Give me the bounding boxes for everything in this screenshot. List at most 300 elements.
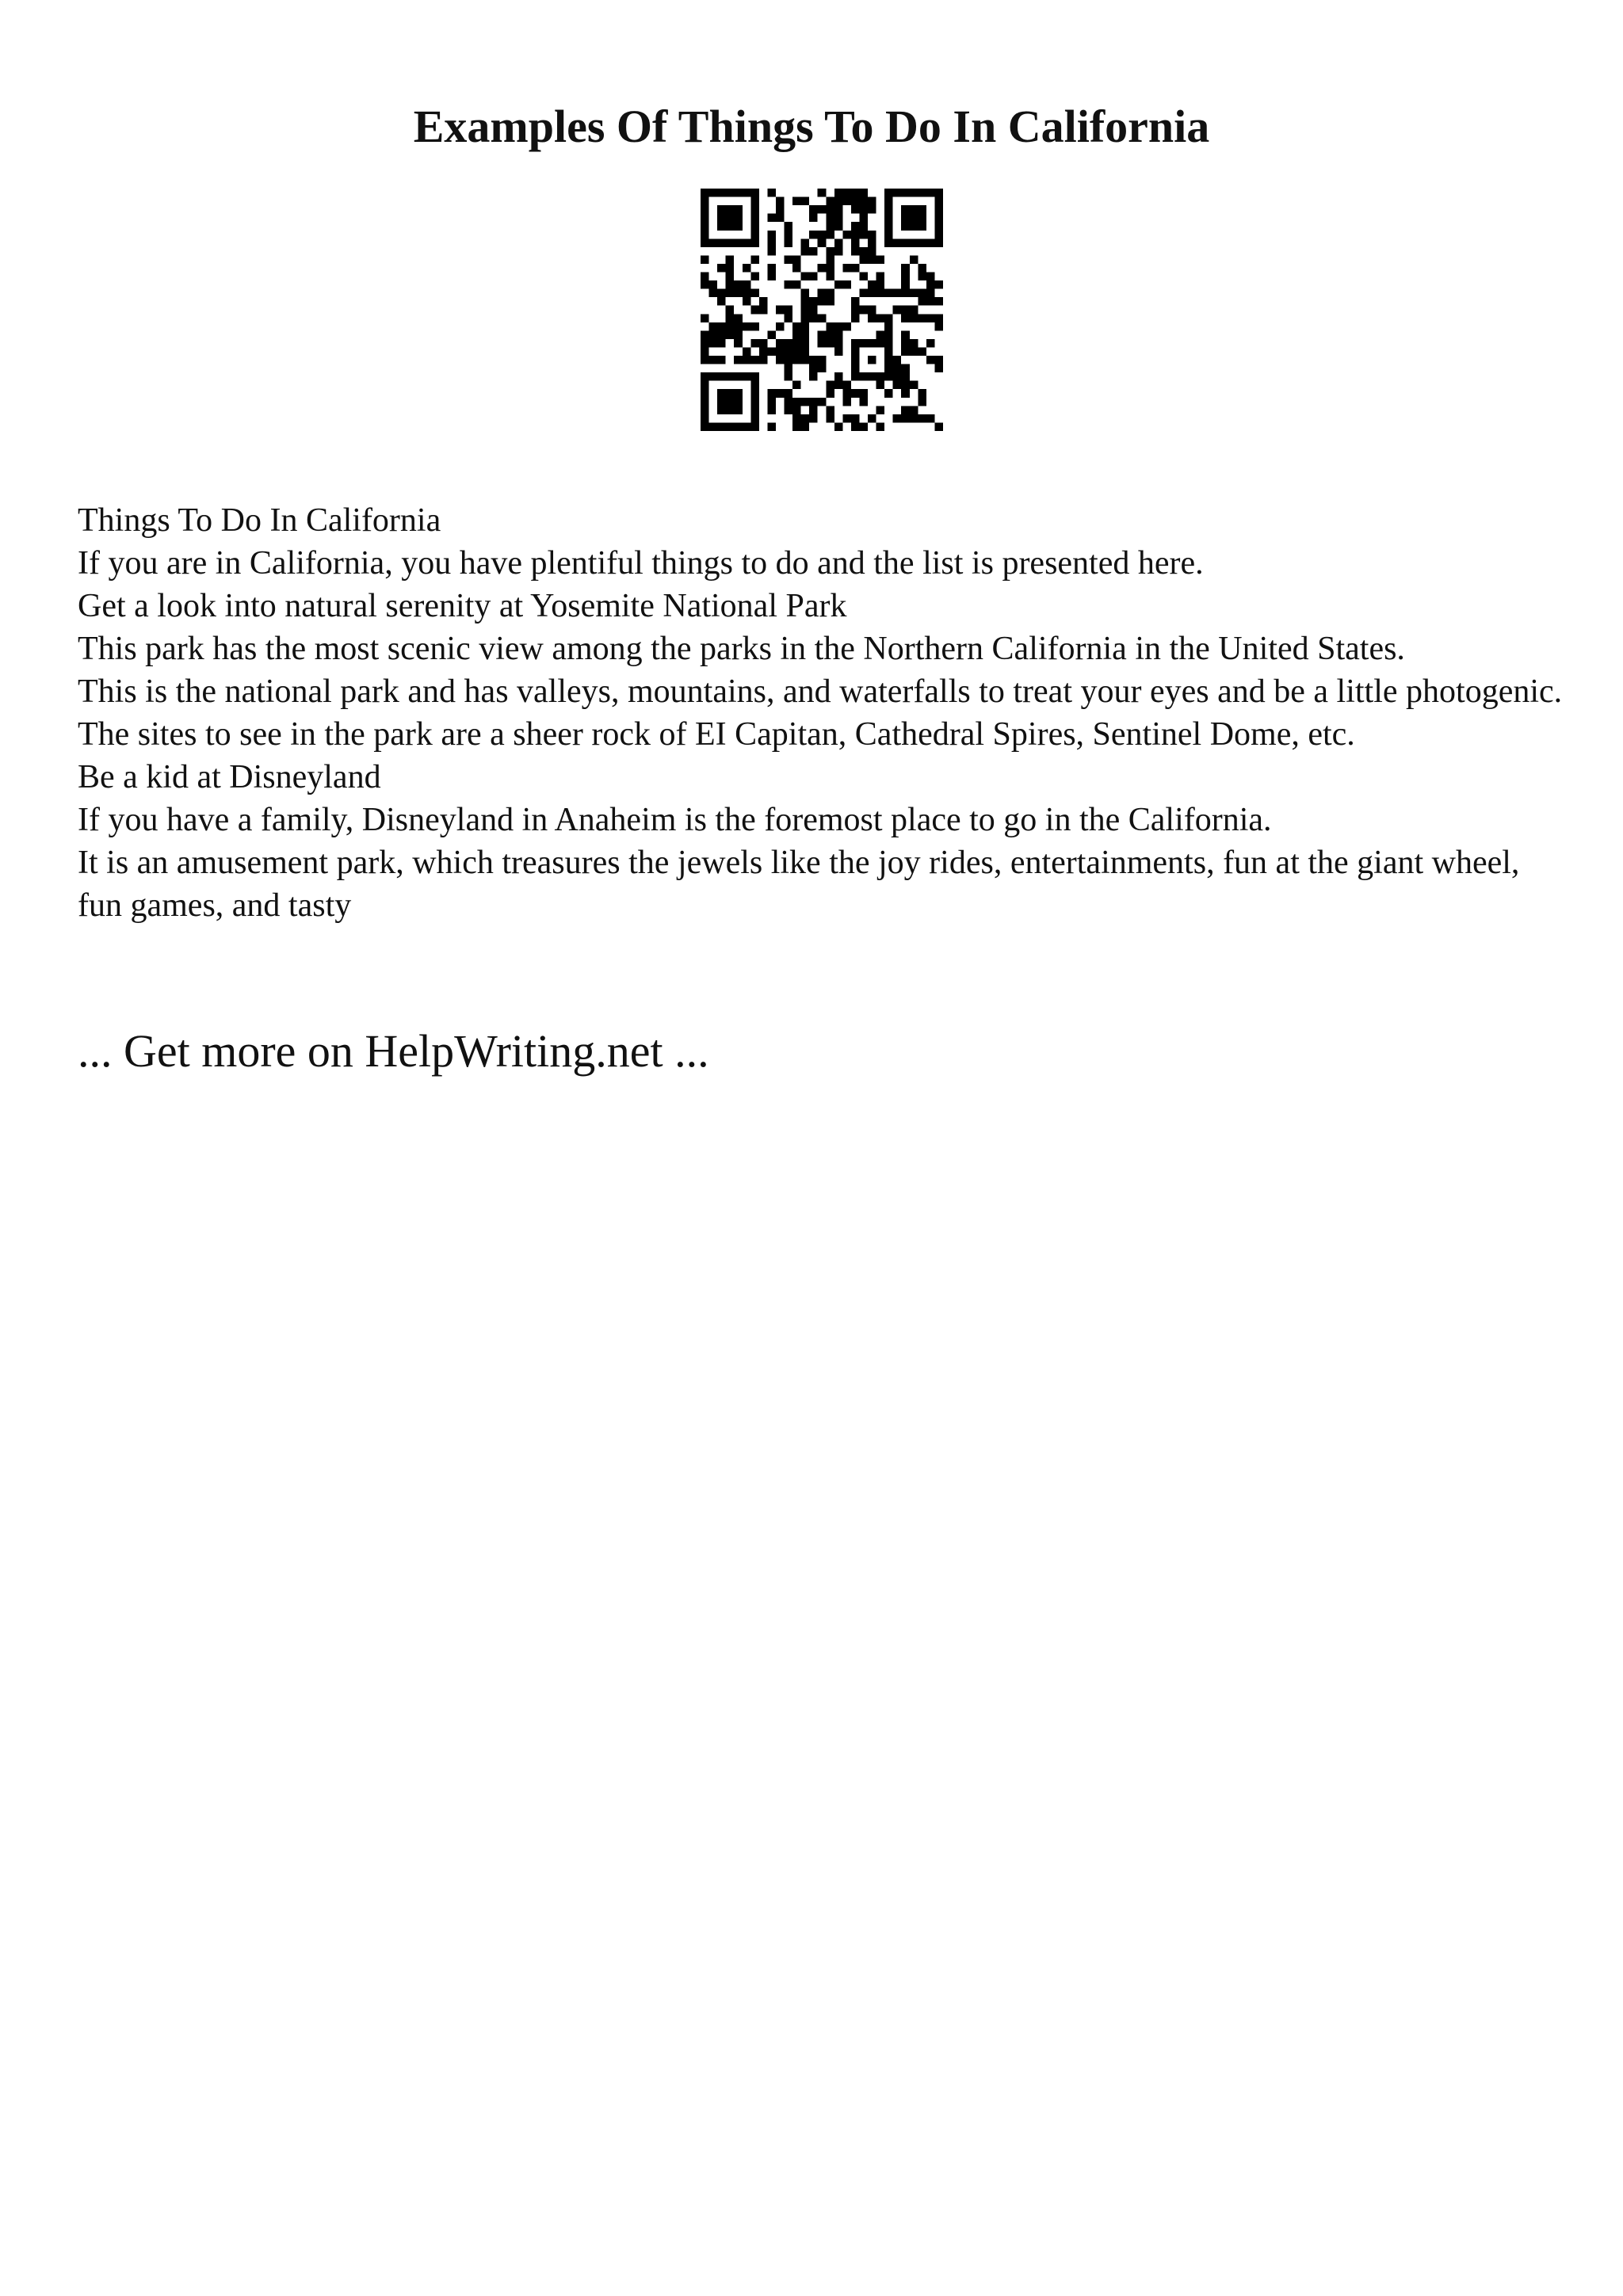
qr-module (901, 414, 910, 423)
qr-module (834, 197, 843, 206)
qr-module (767, 189, 776, 197)
qr-module (701, 222, 709, 231)
qr-module (884, 356, 893, 364)
qr-module (842, 197, 851, 206)
qr-module (918, 264, 926, 273)
qr-module (910, 339, 918, 348)
qr-module (868, 247, 876, 256)
qr-module (859, 398, 868, 406)
qr-module (868, 306, 876, 315)
qr-module (809, 406, 818, 414)
qr-module (934, 280, 943, 289)
qr-module (868, 255, 876, 264)
qr-module (926, 314, 935, 322)
qr-module (842, 414, 851, 423)
qr-module (801, 330, 810, 339)
qr-module (734, 189, 743, 197)
qr-module (726, 422, 735, 431)
qr-module (826, 255, 834, 264)
qr-module (859, 247, 868, 256)
qr-module (818, 364, 827, 373)
qr-module (792, 280, 801, 289)
qr-module (910, 306, 918, 315)
qr-module (901, 347, 910, 356)
qr-module (826, 222, 834, 231)
qr-module (792, 381, 801, 390)
qr-module (709, 189, 718, 197)
qr-module (726, 289, 735, 298)
qr-module (859, 372, 868, 381)
qr-module (743, 372, 751, 381)
qr-module (818, 289, 827, 298)
qr-module (818, 398, 827, 406)
qr-module (750, 189, 759, 197)
qr-module (767, 422, 776, 431)
qr-module (750, 231, 759, 239)
qr-module (826, 381, 834, 390)
qr-module (859, 205, 868, 214)
qr-module (809, 273, 818, 281)
qr-module (801, 197, 810, 206)
qr-module (792, 422, 801, 431)
qr-module (701, 422, 709, 431)
qr-module (884, 389, 893, 398)
qr-module (759, 339, 768, 348)
qr-module (767, 214, 776, 223)
qr-module (701, 381, 709, 390)
qr-module (726, 222, 735, 231)
qr-module (884, 347, 893, 356)
qr-module (868, 314, 876, 322)
qr-module (868, 356, 876, 364)
paragraph: The sites to see in the park are a sheer rock of EI Capitan, Cathedral Spires, Sentinel Dome, etc. (78, 716, 1355, 753)
qr-module (876, 339, 885, 348)
qr-module (785, 231, 793, 239)
qr-module (801, 289, 810, 298)
qr-module (826, 197, 834, 206)
qr-module (926, 339, 935, 348)
qr-module (901, 273, 910, 281)
qr-module (709, 289, 718, 298)
qr-module (893, 238, 902, 247)
qr-module (801, 422, 810, 431)
qr-module (893, 189, 902, 197)
qr-module (893, 364, 902, 373)
qr-module (750, 381, 759, 390)
page-title: Examples Of Things To Do In California (413, 101, 1210, 152)
qr-module (726, 205, 735, 214)
qr-module (910, 381, 918, 390)
qr-module (926, 189, 935, 197)
paragraph-subheading-disneyland: Be a kid at Disneyland (78, 759, 381, 795)
qr-module (785, 389, 793, 398)
qr-module (701, 280, 709, 289)
qr-module (901, 330, 910, 339)
qr-module (750, 238, 759, 247)
qr-module (743, 347, 751, 356)
qr-module (818, 314, 827, 322)
qr-module (717, 214, 726, 223)
qr-module (834, 381, 843, 390)
qr-module (785, 372, 793, 381)
paragraph-subheading-yosemite: Get a look into natural serenity at Yosemite National Park (78, 588, 847, 624)
qr-module (776, 389, 785, 398)
qr-module (801, 247, 810, 256)
qr-module (851, 356, 860, 364)
qr-module (901, 289, 910, 298)
qr-module (701, 214, 709, 223)
qr-module (701, 389, 709, 398)
qr-module (717, 422, 726, 431)
qr-module (701, 406, 709, 414)
qr-module (834, 222, 843, 231)
qr-module (785, 306, 793, 315)
qr-module (918, 238, 926, 247)
qr-module (743, 238, 751, 247)
qr-module (776, 306, 785, 315)
qr-module (750, 322, 759, 331)
qr-module (818, 356, 827, 364)
qr-module (792, 347, 801, 356)
qr-module (818, 297, 827, 306)
qr-module (918, 398, 926, 406)
qr-module (901, 381, 910, 390)
qr-module (834, 189, 843, 197)
qr-module (910, 347, 918, 356)
qr-module (868, 372, 876, 381)
qr-module (876, 280, 885, 289)
qr-module (785, 406, 793, 414)
qr-module (734, 339, 743, 348)
qr-module (809, 247, 818, 256)
qr-module (842, 189, 851, 197)
qr-module (726, 372, 735, 381)
qr-module (851, 389, 860, 398)
qr-module (926, 289, 935, 298)
qr-module (859, 289, 868, 298)
qr-code-icon (701, 189, 943, 431)
document-body (78, 499, 1568, 927)
qr-module (918, 297, 926, 306)
qr-module (709, 238, 718, 247)
qr-module (868, 238, 876, 247)
qr-module (868, 197, 876, 206)
qr-module (809, 297, 818, 306)
qr-module (934, 356, 943, 364)
qr-module (926, 356, 935, 364)
qr-module (809, 356, 818, 364)
qr-module (851, 222, 860, 231)
qr-module (859, 255, 868, 264)
qr-module (893, 356, 902, 364)
qr-module (750, 214, 759, 223)
qr-module (926, 297, 935, 306)
qr-module (792, 197, 801, 206)
qr-module (826, 205, 834, 214)
qr-module (926, 414, 935, 423)
qr-module (709, 280, 718, 289)
qr-module (851, 306, 860, 315)
qr-module (726, 273, 735, 281)
qr-module (726, 398, 735, 406)
qr-module (743, 189, 751, 197)
qr-module (801, 347, 810, 356)
qr-module (834, 330, 843, 339)
qr-module (717, 330, 726, 339)
qr-module (809, 414, 818, 423)
qr-module (876, 255, 885, 264)
qr-module (717, 398, 726, 406)
qr-module (785, 339, 793, 348)
qr-code-graphic (701, 189, 943, 431)
qr-module (851, 231, 860, 239)
qr-module (734, 205, 743, 214)
qr-module (701, 197, 709, 206)
qr-module (901, 205, 910, 214)
qr-module (726, 306, 735, 315)
qr-module (926, 280, 935, 289)
qr-module (776, 197, 785, 206)
qr-module (792, 322, 801, 331)
qr-module (818, 264, 827, 273)
qr-module (876, 372, 885, 381)
qr-module (884, 330, 893, 339)
qr-module (859, 197, 868, 206)
qr-module (717, 356, 726, 364)
qr-module (809, 231, 818, 239)
qr-module (842, 280, 851, 289)
qr-module (709, 372, 718, 381)
qr-module (726, 238, 735, 247)
paragraph: This park has the most scenic view among the parks in the Northern California in the United States. (78, 631, 1405, 667)
qr-module (767, 231, 776, 239)
qr-module (901, 306, 910, 315)
qr-module (717, 297, 726, 306)
qr-module (934, 231, 943, 239)
qr-module (851, 372, 860, 381)
qr-module (842, 231, 851, 239)
qr-module (726, 406, 735, 414)
qr-module (726, 330, 735, 339)
qr-module (818, 231, 827, 239)
qr-module (785, 364, 793, 373)
qr-module (734, 289, 743, 298)
qr-module (743, 297, 751, 306)
qr-module (851, 205, 860, 214)
qr-module (792, 339, 801, 348)
qr-module (701, 330, 709, 339)
qr-module (750, 197, 759, 206)
qr-module (717, 189, 726, 197)
qr-module (750, 289, 759, 298)
qr-module (826, 264, 834, 273)
qr-module (750, 339, 759, 348)
qr-module (910, 238, 918, 247)
qr-module (834, 214, 843, 223)
qr-module (809, 205, 818, 214)
qr-module (743, 422, 751, 431)
paragraph: This is the national park and has valleys, mountains, and waterfalls to treat your eyes and be a little photogenic. (78, 673, 1563, 710)
qr-module (767, 330, 776, 339)
qr-module (801, 398, 810, 406)
qr-module (826, 297, 834, 306)
qr-module (842, 389, 851, 398)
qr-module (792, 398, 801, 406)
qr-module (785, 347, 793, 356)
qr-module (901, 280, 910, 289)
qr-module (801, 314, 810, 322)
qr-module (734, 214, 743, 223)
qr-module (901, 406, 910, 414)
qr-module (809, 364, 818, 373)
qr-module (918, 289, 926, 298)
qr-module (876, 381, 885, 390)
qr-module (750, 205, 759, 214)
qr-module (717, 372, 726, 381)
qr-module (701, 314, 709, 322)
qr-module (818, 205, 827, 214)
qr-module (717, 289, 726, 298)
qr-module (767, 247, 776, 256)
qr-module (726, 280, 735, 289)
qr-module (726, 389, 735, 398)
qr-module (834, 339, 843, 348)
qr-module (884, 289, 893, 298)
qr-module (750, 372, 759, 381)
qr-module (884, 372, 893, 381)
qr-module (717, 322, 726, 331)
qr-module (734, 398, 743, 406)
qr-module (801, 273, 810, 281)
qr-module (910, 222, 918, 231)
qr-module (868, 231, 876, 239)
qr-module (851, 347, 860, 356)
qr-module (901, 372, 910, 381)
qr-module (767, 238, 776, 247)
qr-module (842, 264, 851, 273)
qr-module (734, 238, 743, 247)
qr-module (834, 372, 843, 381)
qr-module (717, 205, 726, 214)
qr-module (792, 255, 801, 264)
qr-module (901, 264, 910, 273)
qr-module (884, 339, 893, 348)
qr-module (859, 422, 868, 431)
qr-module (818, 339, 827, 348)
qr-module (868, 205, 876, 214)
qr-module (809, 306, 818, 315)
qr-module (701, 231, 709, 239)
qr-module (834, 238, 843, 247)
qr-module (734, 389, 743, 398)
qr-module (826, 406, 834, 414)
qr-module (750, 406, 759, 414)
qr-module (851, 364, 860, 373)
qr-module (934, 297, 943, 306)
qr-module (934, 322, 943, 331)
qr-module (776, 347, 785, 356)
qr-module (859, 231, 868, 239)
qr-module (734, 280, 743, 289)
qr-module (734, 372, 743, 381)
qr-module (910, 406, 918, 414)
qr-module (701, 372, 709, 381)
qr-module (709, 422, 718, 431)
qr-module (701, 238, 709, 247)
qr-module (701, 189, 709, 197)
qr-module (934, 197, 943, 206)
qr-module (851, 414, 860, 423)
qr-module (726, 314, 735, 322)
qr-module (826, 273, 834, 281)
qr-module (726, 264, 735, 273)
qr-module (934, 238, 943, 247)
qr-module (701, 255, 709, 264)
qr-module (776, 322, 785, 331)
qr-module (842, 398, 851, 406)
qr-module (910, 314, 918, 322)
qr-module (776, 205, 785, 214)
qr-module (785, 398, 793, 406)
qr-module (792, 406, 801, 414)
qr-module (876, 314, 885, 322)
qr-module (901, 189, 910, 197)
qr-module (910, 414, 918, 423)
qr-module (934, 422, 943, 431)
qr-module (734, 356, 743, 364)
qr-module (834, 322, 843, 331)
qr-module (851, 189, 860, 197)
qr-module (934, 222, 943, 231)
qr-module (910, 255, 918, 264)
qr-module (901, 214, 910, 223)
get-more-link[interactable]: ... Get more on HelpWriting.net ... (78, 1025, 709, 1077)
qr-module (868, 414, 876, 423)
qr-module (884, 197, 893, 206)
qr-module (785, 255, 793, 264)
qr-module (934, 314, 943, 322)
qr-module (743, 356, 751, 364)
qr-module (918, 273, 926, 281)
qr-module (759, 306, 768, 315)
qr-module (934, 214, 943, 223)
qr-module (884, 189, 893, 197)
qr-module (884, 205, 893, 214)
qr-module (851, 422, 860, 431)
qr-module (842, 381, 851, 390)
qr-module (818, 238, 827, 247)
qr-module (851, 339, 860, 348)
qr-module (801, 414, 810, 423)
qr-module (734, 406, 743, 414)
qr-module (842, 322, 851, 331)
qr-module (859, 306, 868, 315)
qr-module (901, 314, 910, 322)
qr-module (701, 205, 709, 214)
qr-module (918, 222, 926, 231)
qr-module (767, 398, 776, 406)
qr-module (767, 389, 776, 398)
paragraph: If you have a family, Disneyland in Anaheim is the foremost place to go in the California. (78, 802, 1272, 838)
qr-module (726, 189, 735, 197)
qr-module (826, 322, 834, 331)
qr-module (785, 222, 793, 231)
qr-module (910, 189, 918, 197)
qr-module (734, 222, 743, 231)
qr-module (785, 280, 793, 289)
qr-module (918, 347, 926, 356)
qr-module (717, 339, 726, 348)
